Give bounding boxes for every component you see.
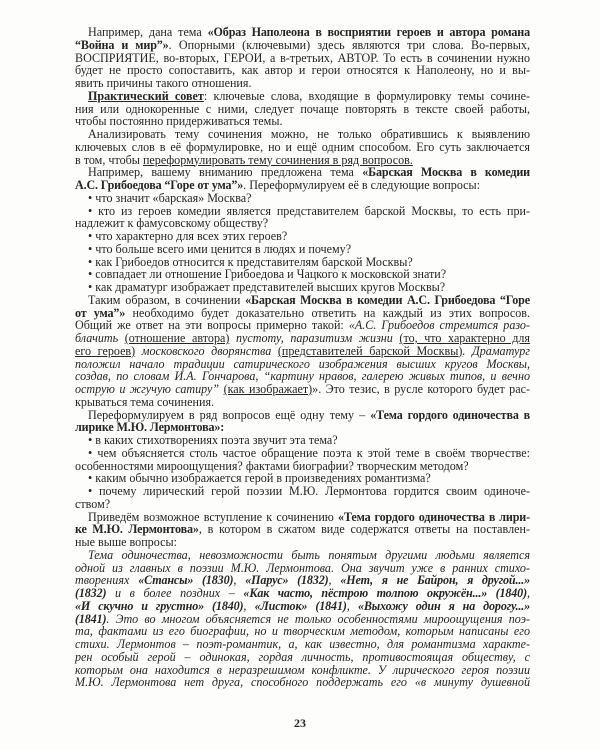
text-run: «Барская Москва в комедии <box>362 165 530 180</box>
text-run: А.С. Грибоедова “Горе от ума”» <box>75 178 244 192</box>
text-run: Общий же ответ на эти вопросы примерно такой: <box>75 318 349 333</box>
text-run: • почему лирический герой поэзии М.Ю. Лермонтова гордится своим одиноче- <box>88 484 530 498</box>
text-run: , <box>328 573 341 588</box>
text-run: лирике М.Ю. Лермонтова»: <box>75 420 225 435</box>
text-run: его героев) <box>75 343 136 358</box>
text-run: , <box>346 598 358 613</box>
text-run: «А.С. Грибоедов стремится разо- <box>348 318 531 333</box>
text-run: «Нет, я не Байрон, я другой...» <box>340 573 531 588</box>
text-run: «Образ Наполеона в восприятии героев и автора романа <box>207 25 530 39</box>
text-run: рен особый герой – одинокая, гордая личность, противостоящая обществу, с <box>75 649 530 664</box>
text-run: : ключевые слова, входящие в формулировку темы сочине- <box>203 88 530 103</box>
text-run: ные выше вопросы: <box>75 535 177 549</box>
text-run: “Война и мир”» <box>75 37 169 52</box>
text-run: одной из главных в поэзии М.Ю. Лермонтова. Она звучит уже в ранних стихо- <box>75 560 530 575</box>
text-run: создав, по словам И.А. Гончарова, “картину нравов, галерею живых типов, и вечно <box>75 369 530 384</box>
text-run: Практический совет <box>88 88 204 103</box>
text-run: Тема одиночества, невозможности быть понятым другими людьми является <box>88 547 530 562</box>
text-run: Переформулируем в ряд вопросов ещё одну тему – <box>88 407 371 422</box>
text-run: от ума”» <box>75 305 126 320</box>
text-run: та, фактами из его биографии, но и творческим методом, которым написаны его <box>75 624 530 639</box>
text-run: (то, что характерно для <box>399 331 530 345</box>
text-run: • как драматург изображает представителей высших кругов Москвы? <box>88 280 446 294</box>
text-run: . Переформулируем её в следующие вопросы: <box>243 178 481 192</box>
text-run: и в более поздних – <box>106 586 244 600</box>
text-run: • совпадает ли отношение Грибоедова и Чацкого к московской знати? <box>88 267 447 282</box>
page-body-text <box>75 26 530 689</box>
text-run: • что значит «барская» Москва? <box>88 190 252 205</box>
text-run: ключевых слов в её формулировке, но и ещё одним способом. Его суть заключается <box>75 139 530 154</box>
text-run: «Парус» (1832) <box>245 573 329 588</box>
text-run: (отношение автора) <box>124 331 230 345</box>
text-run: «Листок» (1841) <box>254 598 347 613</box>
text-run: • кто из героев комедии является представителем барской Москвы, то есть при- <box>88 203 530 218</box>
text-line <box>75 676 530 689</box>
text-run: «Барская Москва в комедии А.С. Грибоедова “Горе <box>245 292 530 307</box>
text-run: Таким образом, в сочинении <box>88 292 246 307</box>
text-run: ством? <box>75 496 111 511</box>
text-run: московского дворянства <box>135 343 278 358</box>
text-run: • каким обычно изображается герой в произведениях романтизма? <box>88 471 431 486</box>
text-run: • что характерно для всех этих героев? <box>88 229 288 243</box>
text-run: острую и жгучую сатиру” <box>75 382 224 396</box>
text-run: М.Ю. Лермонтова нет друга, способного поддержать его «в минуту душевной <box>75 675 530 690</box>
text-run: будет не просто сопоставить, как автор и герои относятся к Наполеону, но и вы- <box>75 63 530 78</box>
text-run: • чем объясняется столь частое обращение поэта к этой теме в своём творчестве: <box>88 445 530 460</box>
text-run: «Тема гордого одиночества в <box>370 407 530 422</box>
text-run: (представителей барской Москвы) <box>277 343 463 358</box>
text-run: . Драматург <box>462 343 530 358</box>
text-run: «Стансы» (1830) <box>138 573 234 588</box>
text-run: . Опорными (ключевыми) здесь являются три слова. Во-первых, <box>168 37 530 52</box>
text-run: в том, чтобы <box>75 152 143 167</box>
text-run: необходимо будет доказательно ответить на каждый из этих вопросов. <box>125 305 530 320</box>
text-run: (как изображает) <box>223 382 313 396</box>
text-run: которым она находится в неразрешимом конфликте. У лирического героя поэзии <box>75 662 530 677</box>
text-run: «И скучно и грустно» (1840) <box>75 598 244 613</box>
text-run: крываться тема сочинения. <box>75 394 215 409</box>
text-run: , <box>243 598 255 613</box>
text-run: пустоту, паразитизм жизни <box>229 331 400 345</box>
page-number: 23 <box>294 716 306 730</box>
text-run: положил начало традиции сатирического изображения высших кругов Москвы, <box>75 356 530 371</box>
text-run: ке М.Ю. Лермонтова» <box>75 522 199 537</box>
text-run: , <box>526 586 530 600</box>
text-run: (1841) <box>75 611 107 626</box>
text-run: блачить <box>75 331 125 345</box>
text-run: «Как часто, пёстрою толпою окружён...» (1840) <box>243 586 527 600</box>
text-run: ». Это тезис, в русле которого будет рас- <box>312 382 530 396</box>
text-run: • в каких стихотворениях поэта звучит эта тема? <box>88 433 338 447</box>
text-run: Например, дана тема <box>88 25 208 39</box>
text-run: стихи. Лермонтов – поэт-романтик, а, как известно, для романтизма характе- <box>75 637 530 651</box>
text-run: Анализировать тему сочинения можно, не только обратившись к выявлению <box>88 127 530 141</box>
text-run: • что больше всего ими ценится в людях и почему? <box>88 241 352 256</box>
text-run: «Выхожу один я на дорогу...» <box>357 598 531 613</box>
text-run: • как Грибоедов относится к представителям барской Москвы? <box>88 254 413 269</box>
text-run: Приведём возможное вступление к сочинению <box>88 509 339 524</box>
text-run: творениях <box>75 573 139 588</box>
text-line <box>75 485 530 498</box>
text-run: , в котором в сжатом виде содержатся ответы на поставлен- <box>198 522 530 537</box>
text-run: . Это во многом объясняется не только особенностями мироощущения поэ- <box>106 611 530 626</box>
text-run: «Тема гордого одиночества в лири- <box>338 509 530 524</box>
text-run: надлежит к фамусовскому обществу? <box>75 216 269 231</box>
text-run: ВОСПРИЯТИЕ, во-вторых, ГЕРОИ, а в-третьих, АВТОР. То есть в сочинении нужно <box>75 50 530 65</box>
text-run: переформулировать тему сочинения в ряд вопросов. <box>142 152 413 167</box>
text-run: особенностями мироощущения? фактами биографии? творческим методом? <box>75 458 469 473</box>
text-run: , <box>233 573 246 588</box>
text-run: ния или однокоренные с ними, следует почаще повторять в тексте своей работы, <box>75 101 530 116</box>
text-run: чтобы постоянно придерживаться темы. <box>75 114 283 129</box>
text-run: явить причины такого отношения. <box>75 76 252 90</box>
text-run: Например, вашему вниманию предложена тема <box>88 165 363 180</box>
text-run: (1832) <box>75 586 107 600</box>
